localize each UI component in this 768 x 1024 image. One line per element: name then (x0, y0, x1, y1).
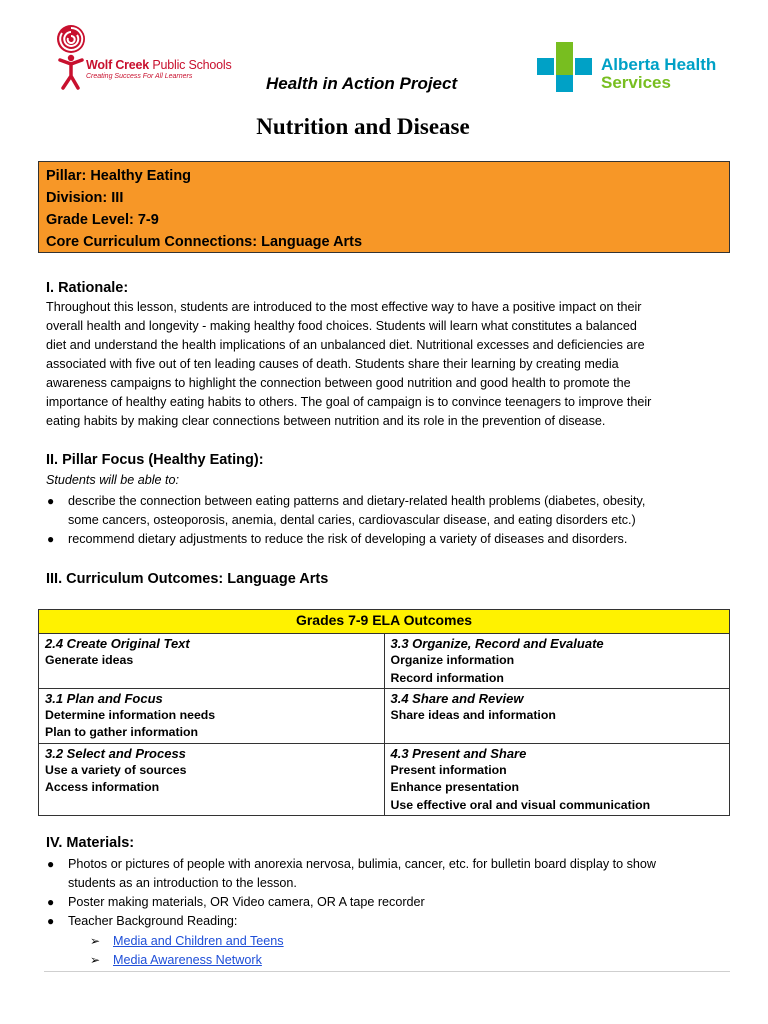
media-children-teens-link[interactable]: Media and Children and Teens (113, 934, 284, 948)
rationale-paragraph: Throughout this lesson, students are introduced to the most effective way to have a positive impact on their overall health and longevity - making healthy food choices. Students will learn what constitutes a balanced diet and understand the health implications of an unbalanced diet. Nutritional excesses and deficiencies are associated with five out of ten leading causes of death. Students share their learning by creating media awareness campaigns to highlight the connection between good nutrition and good health to promote the importance of healthy eating habits to others. The goal of campaign is to convince teenagers to improve their eating habits by making clear connections between nutrition and its role in the prevention of disease. (46, 300, 652, 428)
list-item: ● Poster making materials, OR Video camera, OR A tape recorder (47, 895, 425, 909)
list-item-continued: students as an introduction to the lesson. (68, 876, 297, 890)
table-cell: 2.4 Create Original Text Generate ideas (39, 634, 385, 689)
list-item: ● Teacher Background Reading: (47, 914, 238, 928)
wolf-creek-name: Wolf Creek Public Schools (86, 58, 232, 72)
curriculum-connections-line: Core Curriculum Connections: Language Arts (46, 234, 363, 250)
table-cell: 3.1 Plan and Focus Determine information needs Plan to gather information (39, 688, 385, 743)
pillar-focus-heading: II. Pillar Focus (Healthy Eating): (46, 452, 264, 468)
alberta-health-cross-icon (537, 42, 592, 92)
table-title: Grades 7-9 ELA Outcomes (39, 610, 730, 634)
reading-links-list (90, 932, 284, 970)
arrow-bullet-icon: ➢ (90, 934, 101, 948)
list-item (90, 932, 284, 951)
table-cell: 3.3 Organize, Record and Evaluate Organize information Record information (384, 634, 730, 689)
table-row (39, 743, 730, 815)
rationale-heading: I. Rationale: (46, 280, 129, 296)
pillar-focus-list (46, 492, 645, 549)
materials-list (46, 855, 656, 931)
list-item-continued: some cancers, osteoporosis, anemia, dental caries, cardiovascular disease, and eating disorders etc.) (68, 513, 636, 527)
table-cell: 4.3 Present and Share Present information Enhance presentation Use effective oral and visual communication (384, 743, 730, 815)
pillar-line: Pillar: Healthy Eating (46, 168, 192, 184)
pillar-info-box (38, 161, 730, 253)
alberta-health-services-name: Alberta Health Services (601, 55, 717, 92)
table-row (39, 688, 730, 743)
arrow-bullet-icon: ➢ (90, 953, 101, 967)
wolf-creek-logo-icon (52, 22, 232, 92)
list-item: ● describe the connection between eating patterns and dietary-related health problems (diabetes, obesity, (47, 494, 646, 508)
table-row (39, 634, 730, 689)
materials-heading: IV. Materials: (46, 835, 135, 851)
division-line: Division: III (46, 190, 124, 206)
list-item: ● recommend dietary adjustments to reduce the risk of developing a variety of diseases and disorders. (47, 532, 628, 546)
list-item (90, 951, 284, 970)
list-item: ● Photos or pictures of people with anorexia nervosa, bulimia, cancer, etc. for bulletin board display to show (47, 857, 657, 871)
table-cell: 3.2 Select and Process Use a variety of sources Access information (39, 743, 385, 815)
wolf-creek-tagline: Creating Success For All Learners (86, 73, 193, 80)
project-title: Health in Action Project (266, 74, 458, 93)
document-title: Nutrition and Disease (256, 114, 470, 139)
footer-divider (44, 971, 730, 972)
curriculum-heading: III. Curriculum Outcomes: Language Arts (46, 571, 329, 587)
students-able-to: Students will be able to: (46, 473, 180, 487)
media-awareness-network-link[interactable]: Media Awareness Network (113, 953, 262, 967)
table-cell: 3.4 Share and Review Share ideas and information (384, 688, 730, 743)
ela-outcomes-table (38, 609, 730, 816)
grade-level-line: Grade Level: 7-9 (46, 212, 159, 228)
